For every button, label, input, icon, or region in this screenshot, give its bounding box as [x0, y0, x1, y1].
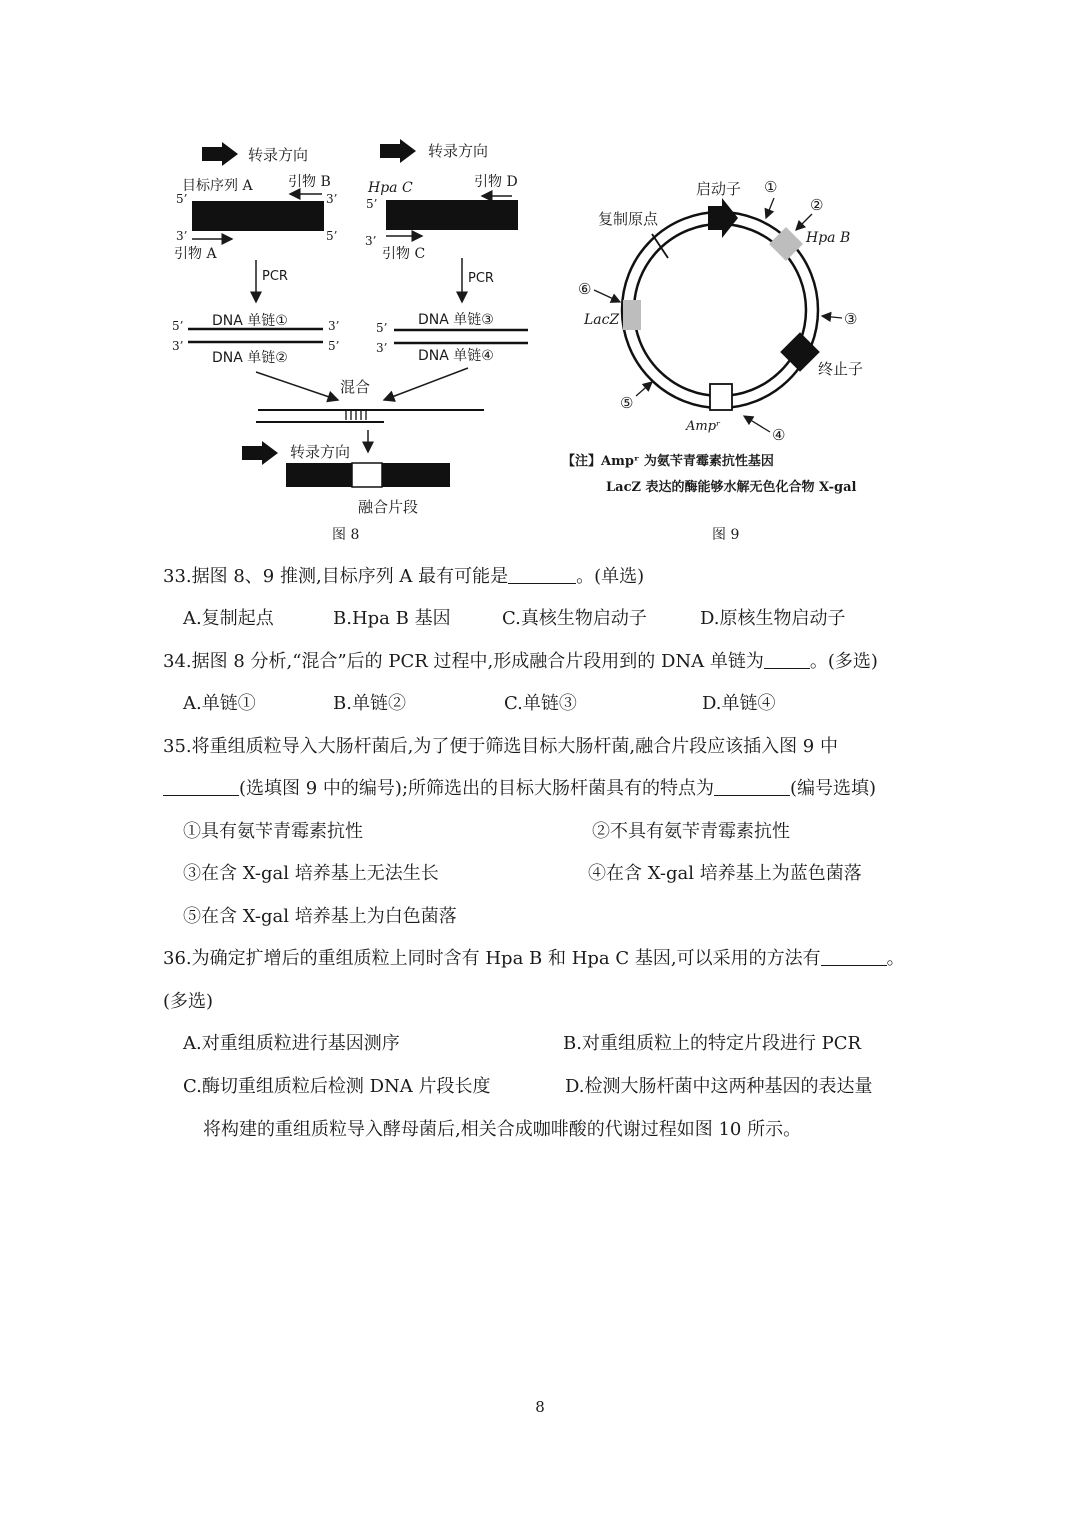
q33-stem-text: 33.据图 8、9 推测,目标序列 A 最有可能是 [163, 566, 509, 587]
strand-3-label: DNA 单链③ [418, 312, 494, 328]
q35-option-5[interactable]: ⑤在含 X-gal 培养基上为白色菌落 [183, 906, 457, 927]
fusion-fragment-right [382, 463, 450, 487]
mix-arrow-right [384, 368, 468, 400]
three-prime-s1: 3’ [328, 319, 340, 333]
figure-9-plasmid-map [560, 160, 910, 545]
five-prime-tl: 5’ [176, 192, 188, 206]
q33-stem [163, 565, 644, 589]
primer-d-label: 引物 D [474, 174, 518, 190]
q36-option-c[interactable]: C.酶切重组质粒后检测 DNA 片段长度 [183, 1076, 491, 1097]
three-prime-rbl: 3’ [365, 234, 377, 248]
q35-end-text: (编号选填) [790, 778, 877, 799]
q34-stem [163, 650, 878, 674]
note-line-1: 【注】Ampʳ 为氨苄青霉素抗性基因 [562, 454, 774, 469]
mix-label: 混合 [340, 378, 371, 396]
three-prime-s4: 3’ [376, 341, 388, 355]
transcription-label-left: 转录方向 [248, 146, 309, 164]
lacz-box [623, 300, 641, 330]
three-prime-s2: 3’ [172, 339, 184, 353]
transcription-arrow-left [202, 142, 238, 166]
site-1-arrow [766, 198, 774, 218]
q33-option-d[interactable]: D.原核生物启动子 [700, 608, 846, 629]
q35-option-1[interactable]: ①具有氨苄青霉素抗性 [183, 821, 363, 842]
q33-option-a[interactable]: A.复制起点 [183, 608, 274, 629]
five-prime-s2: 5’ [328, 339, 340, 353]
q35-option-4[interactable]: ④在含 X-gal 培养基上为蓝色菌落 [588, 863, 862, 884]
five-prime-s1: 5’ [172, 319, 184, 333]
q36-option-d[interactable]: D.检测大肠杆菌中这两种基因的表达量 [565, 1076, 873, 1097]
hpa-b-label: Hpa B [806, 230, 851, 246]
closing-paragraph: 将构建的重组质粒导入酵母菌后,相关合成咖啡酸的代谢过程如图 10 所示。 [203, 1119, 802, 1140]
q36-stem-end: 。 [886, 948, 905, 969]
lacz-label: LacZ [584, 312, 620, 328]
site-2-label: ② [810, 196, 824, 214]
site-3-arrow [822, 316, 842, 318]
pcr-label-left: PCR [262, 269, 288, 284]
q34-option-d[interactable]: D.单链④ [702, 693, 776, 714]
site-4-arrow [744, 416, 770, 432]
site-6-arrow [594, 290, 620, 302]
target-seq-a-label: 目标序列 A [182, 178, 253, 194]
q36-option-a[interactable]: A.对重组质粒进行基因测序 [183, 1033, 400, 1054]
overlap-base-pairs [346, 410, 366, 420]
q34-option-a[interactable]: A.单链① [183, 693, 256, 714]
note-line-2: LacZ 表达的酶能够水解无色化合物 X-gal [606, 480, 857, 495]
fusion-fragment-middle [352, 463, 382, 487]
strand-2-label: DNA 单链② [212, 350, 288, 366]
transcription-label-bottom: 转录方向 [290, 443, 351, 461]
three-prime-bl: 3’ [176, 229, 188, 243]
strand-4-label: DNA 单链④ [418, 348, 494, 364]
page-number: 8 [535, 1398, 545, 1416]
pcr-label-right: PCR [468, 271, 494, 286]
primer-b-label: 引物 B [288, 174, 331, 190]
fusion-label: 融合片段 [358, 498, 419, 516]
q35-blank-2[interactable] [714, 777, 790, 796]
q35-option-3[interactable]: ③在含 X-gal 培养基上无法生长 [183, 863, 439, 884]
q35-blank-1[interactable] [163, 777, 239, 796]
q35-line-1: 35.将重组质粒导入大肠杆菌后,为了便于筛选目标大肠杆菌,融合片段应该插入图 9 中 [163, 736, 838, 757]
q34-answer-blank[interactable] [764, 650, 810, 669]
transcription-arrow-right [380, 139, 416, 163]
q35-option-2[interactable]: ②不具有氨苄青霉素抗性 [592, 821, 790, 842]
q33-stem-end: 。(单选) [576, 566, 645, 587]
q35-mid-text: (选填图 9 中的编号);所筛选出的目标大肠杆菌具有的特点为 [239, 778, 715, 799]
q36-multi-note: (多选) [163, 991, 214, 1012]
site-5-arrow [636, 382, 652, 396]
q36-stem [163, 947, 905, 971]
ori-label: 复制原点 [598, 210, 659, 228]
amp-box [710, 384, 732, 410]
q33-option-b[interactable]: B.Hpa B 基因 [333, 608, 451, 629]
q33-option-c[interactable]: C.真核生物启动子 [502, 608, 647, 629]
q33-answer-blank[interactable] [508, 565, 576, 584]
site-3-label: ③ [844, 310, 858, 328]
primer-a-label: 引物 A [174, 246, 217, 262]
amp-label: Ampʳ [686, 419, 721, 434]
promoter-label: 启动子 [696, 180, 742, 198]
target-seq-a-block [192, 201, 324, 231]
primer-c-label: 引物 C [382, 246, 426, 262]
site-2-arrow [796, 214, 812, 230]
five-prime-br: 5’ [326, 229, 338, 243]
strand-1-label: DNA 单链① [212, 313, 288, 329]
fusion-fragment-left [286, 463, 352, 487]
q34-option-c[interactable]: C.单链③ [504, 693, 577, 714]
five-prime-rtl: 5’ [366, 197, 378, 211]
q36-answer-blank[interactable] [821, 947, 887, 966]
promoter-arrow [708, 198, 738, 238]
q34-option-b[interactable]: B.单链② [333, 693, 406, 714]
figure-9-caption: 图 9 [712, 527, 740, 543]
q36-stem-text: 36.为确定扩增后的重组质粒上同时含有 Hpa B 和 Hpa C 基因,可以采用的方法有 [163, 948, 821, 969]
figure-8-caption: 图 8 [332, 527, 360, 543]
figure-8-pcr-fusion-diagram [160, 130, 518, 550]
q34-stem-text: 34.据图 8 分析,“混合”后的 PCR 过程中,形成融合片段用到的 DNA 单链为 [163, 651, 764, 672]
five-prime-s3: 5’ [376, 321, 388, 335]
q34-stem-end: 。(多选) [809, 651, 878, 672]
site-6-label: ⑥ [578, 280, 592, 298]
transcription-arrow-bottom [242, 441, 278, 465]
site-1-label: ① [764, 178, 778, 196]
site-5-label: ⑤ [620, 394, 634, 412]
hpa-c-label: Hpa C [368, 180, 413, 196]
transcription-label-right: 转录方向 [428, 142, 489, 160]
terminator-label: 终止子 [818, 360, 864, 378]
hpa-c-block [386, 200, 518, 230]
three-prime-tr: 3’ [326, 192, 338, 206]
q35-line-2 [163, 777, 876, 801]
mix-arrow-left [256, 372, 338, 400]
q36-option-b[interactable]: B.对重组质粒上的特定片段进行 PCR [563, 1033, 862, 1054]
site-4-label: ④ [772, 426, 786, 444]
hpa-b-box [769, 227, 803, 261]
